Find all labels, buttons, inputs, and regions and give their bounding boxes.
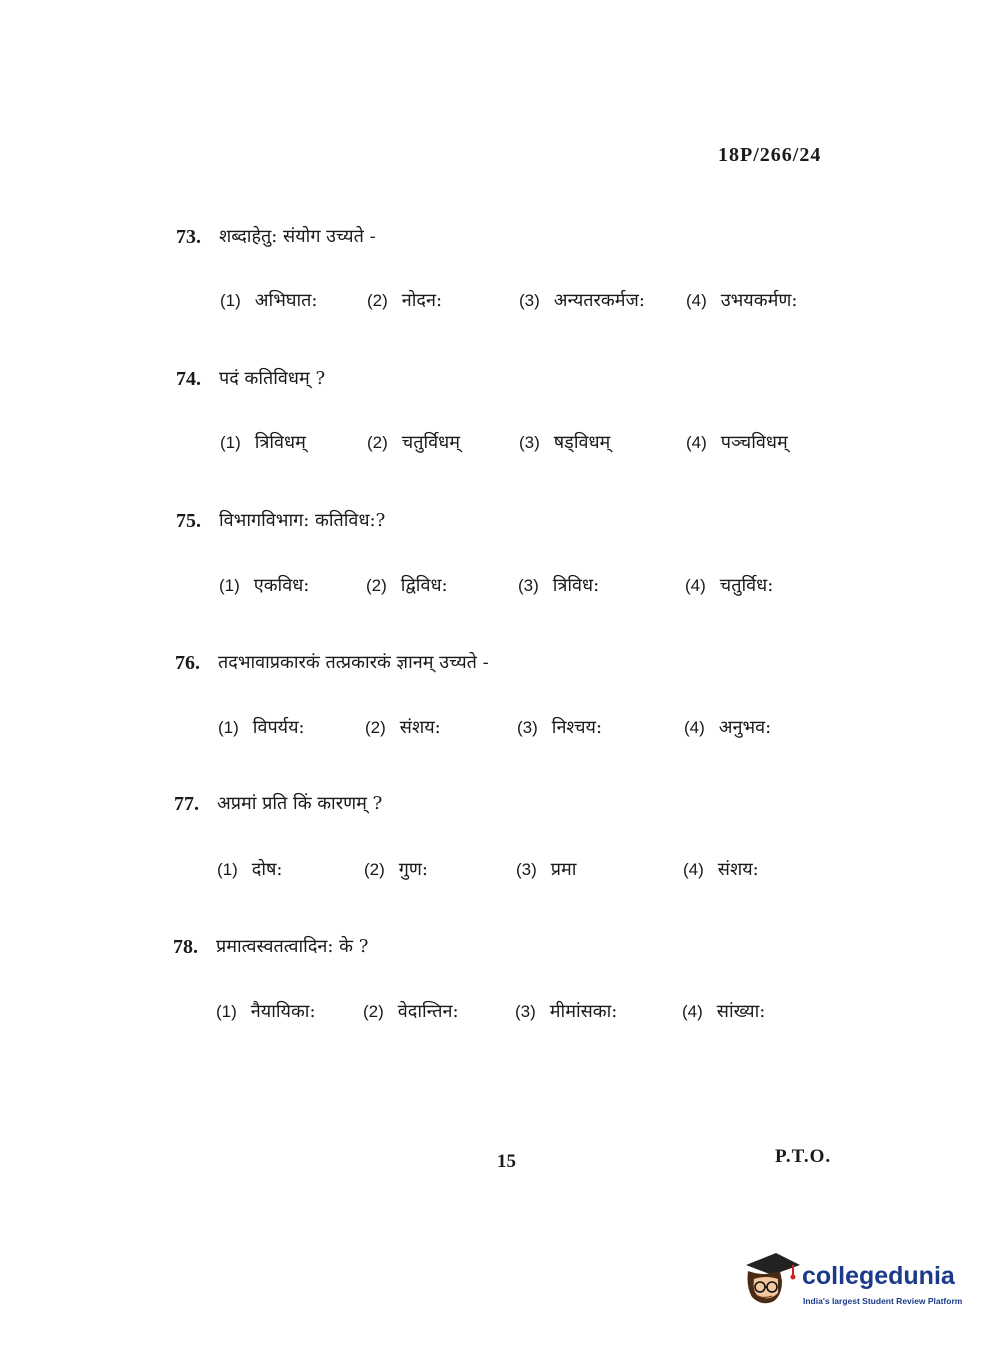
question-text: प्रमात्वस्वतत्वादिन: के ? [216,936,369,957]
option-4 [686,430,788,454]
option-number: (3) [519,433,540,452]
option-number: (3) [516,860,537,879]
option-number: (2) [363,1002,384,1021]
option-text: वेदान्तिन: [397,1001,459,1022]
question-number: 78. [173,936,198,958]
option-text: गुण: [398,859,428,880]
option-2 [366,573,448,597]
option-number: (4) [685,576,706,595]
option-1 [217,857,282,881]
option-2 [363,999,459,1023]
option-number: (4) [682,1002,703,1021]
option-text: नैयायिका: [250,1001,316,1022]
brand-tagline: India's largest Student Review Platform [803,1296,963,1306]
option-text: संशय: [717,859,759,880]
question-text: अप्रमां प्रति किं कारणम् ? [217,793,383,814]
option-text: षड्विधम् [553,432,611,453]
option-2 [367,430,460,454]
option-number: (4) [686,291,707,310]
option-text: द्विविध: [400,575,448,596]
option-number: (3) [515,1002,536,1021]
student-mascot-icon [742,1249,802,1311]
option-3 [519,288,645,312]
question-text: पदं कतिविधम् ? [219,368,326,389]
option-number: (2) [367,291,388,310]
question-text: तदभावाप्रकारकं तत्प्रकारकं ज्ञानम् उच्यते - [218,652,489,673]
page-number: 15 [497,1151,516,1172]
option-4 [682,999,765,1023]
option-text: अन्यतरकर्मज: [553,290,645,311]
option-text: निश्चय: [551,717,603,738]
option-3 [517,715,602,739]
question-text: विभागविभाग: कतिविध:? [219,510,386,531]
option-text: संशय: [399,717,441,738]
pto-label: P.T.O. [775,1146,832,1167]
question-number: 76. [175,652,200,674]
option-text: उभयकर्मण: [720,290,798,311]
paper-code: 18P/266/24 [718,144,822,166]
option-text: प्रमा [550,859,577,880]
option-number: (3) [518,576,539,595]
option-number: (3) [519,291,540,310]
option-number: (2) [367,433,388,452]
collegedunia-watermark [742,1247,972,1317]
question-number: 74. [176,368,201,390]
option-3 [519,430,610,454]
option-number: (1) [220,433,241,452]
option-text: दोष: [251,859,283,880]
question-number: 73. [176,226,201,248]
option-text: विपर्यय: [252,717,305,738]
option-2 [365,715,441,739]
option-1 [219,573,309,597]
brand-name: collegedunia [802,1262,955,1290]
option-text: अभिघात: [254,290,318,311]
option-1 [220,288,317,312]
option-1 [216,999,316,1023]
option-number: (3) [517,718,538,737]
question-text: शब्दाहेतु: संयोग उच्यते - [219,226,376,247]
option-1 [220,430,306,454]
option-number: (4) [686,433,707,452]
option-3 [515,999,617,1023]
option-number: (4) [683,860,704,879]
option-text: पञ्चविधम् [720,432,788,453]
option-3 [518,573,599,597]
option-2 [367,288,442,312]
option-2 [364,857,428,881]
option-1 [218,715,305,739]
option-4 [683,857,759,881]
option-3 [516,857,576,881]
option-text: त्रिविध: [552,575,600,596]
option-number: (1) [216,1002,237,1021]
option-text: चतुर्विधम् [401,432,460,453]
option-text: सांख्या: [716,1001,766,1022]
option-number: (1) [218,718,239,737]
option-number: (4) [684,718,705,737]
option-text: नोदन: [401,290,443,311]
option-text: एकविध: [253,575,310,596]
option-number: (2) [365,718,386,737]
option-text: अनुभव: [718,717,772,738]
option-4 [685,573,773,597]
option-text: त्रिविधम् [254,432,306,453]
option-number: (1) [219,576,240,595]
option-number: (1) [220,291,241,310]
option-4 [684,715,771,739]
option-number: (1) [217,860,238,879]
option-number: (2) [364,860,385,879]
question-number: 75. [176,510,201,532]
option-text: मीमांसका: [549,1001,618,1022]
option-4 [686,288,797,312]
question-number: 77. [174,793,199,815]
option-text: चतुर्विध: [719,575,774,596]
option-number: (2) [366,576,387,595]
